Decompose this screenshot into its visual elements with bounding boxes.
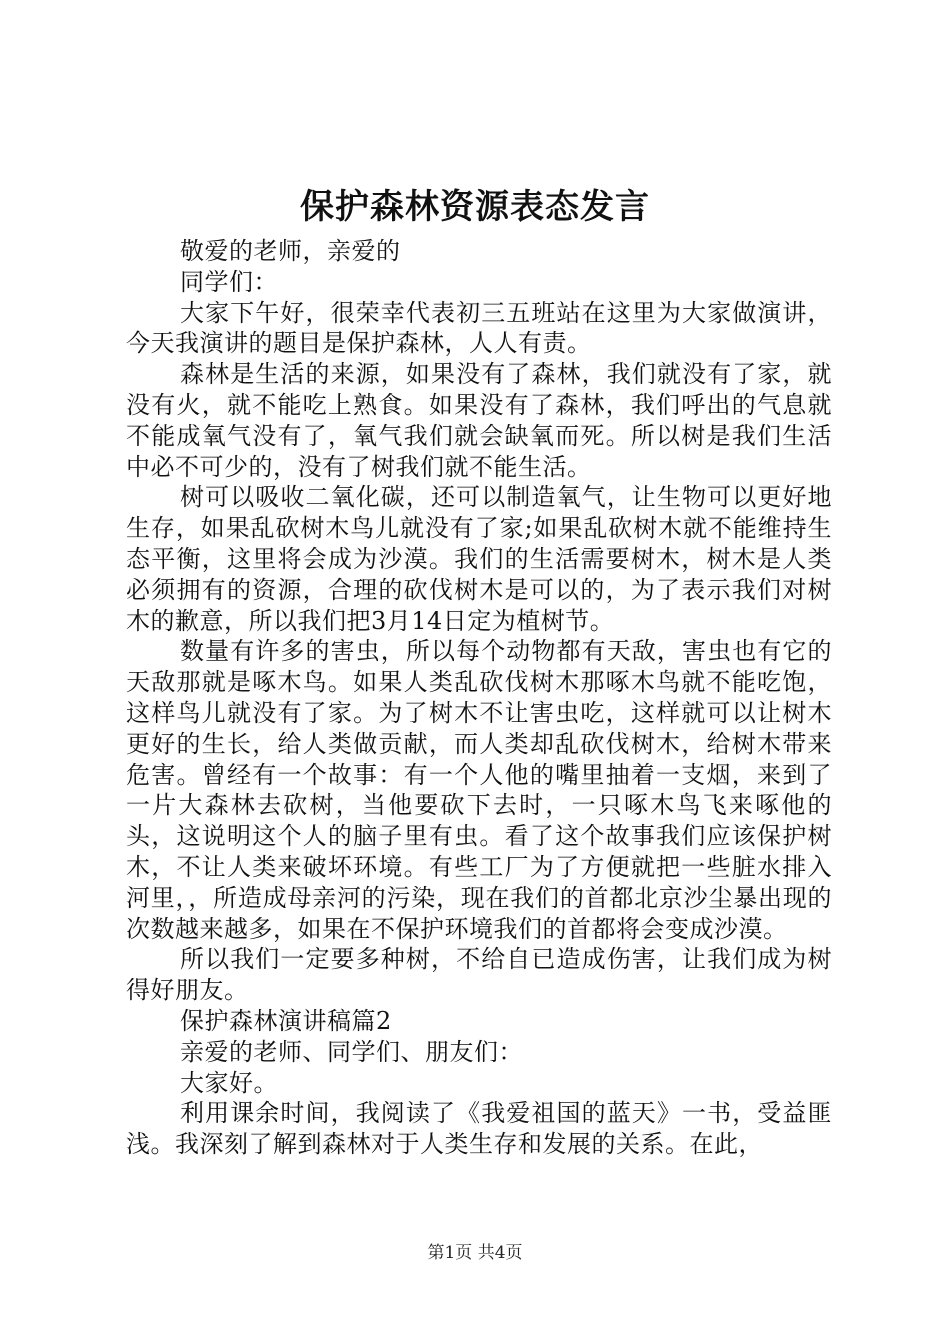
paragraph-greeting-2: 同学们： — [180, 267, 278, 296]
paragraph-reading: 利用课余时间，我阅读了《我爱祖国的蓝天》一书，受益匪浅。我深刻了解到森林对于人类生存和发展的关系。在此， — [126, 1099, 832, 1159]
paragraph-section-heading: 保护森林演讲稿篇2 — [180, 1006, 392, 1035]
document-title: 保护森林资源表态发言 — [300, 187, 650, 227]
page-footer: 第1页 共4页 — [427, 1243, 523, 1263]
paragraph-forest-source: 森林是生活的来源，如果没有了森林，我们就没有了家，就没有火，就不能吃上熟食。如果没有了森林，我们呼出的气息就不能成氧气没有了，氧气我们就会缺氧而死。所以树是我们生活中必不可少的，没有了树我们就不能生活。 — [126, 360, 832, 481]
document-body — [126, 236, 832, 1160]
paragraph-greeting-1: 敬爱的老师，亲爱的 — [180, 237, 401, 265]
paragraph-conclusion: 所以我们一定要多种树，不给自已造成伤害，让我们成为树得好朋友。 — [126, 945, 832, 1005]
paragraph-trees-oxygen: 树可以吸收二氧化碳，还可以制造氧气，让生物可以更好地生存，如果乱砍树木鸟儿就没有了家;如果乱砍树木就不能维持生态平衡，这里将会成为沙漠。我们的生活需要树木，树木是人类必须拥有的资源，合理的砍伐树木是可以的，为了表示我们对树木的歉意，所以我们把3月14日定为植树节。 — [126, 483, 832, 635]
paragraph-greeting-3: 亲爱的老师、同学们、朋友们： — [180, 1037, 523, 1066]
paragraph-intro: 大家下午好，很荣幸代表初三五班站在这里为大家做演讲，今天我演讲的题目是保护森林，人人有责。 — [126, 298, 832, 358]
paragraph-hello: 大家好。 — [180, 1068, 278, 1097]
paragraph-pests-woodpecker: 数量有许多的害虫，所以每个动物都有天敌，害虫也有它的天敌那就是啄木鸟。如果人类乱砍伐树木那啄木鸟就不能吃饱，这样鸟儿就没有了家。为了树木不让害虫吃，这样就可以让树木更好的生长，给人类做贡献，而人类却乱砍伐树木，给树木带来危害。曾经有一个故事：有一个人他的嘴里抽着一支烟，来到了一片大森林去砍树，当他要砍下去时，一只啄木鸟飞来啄他的头，这说明这个人的脑子里有虫。看了这个故事我们应该保护树木，不让人类来破坏环境。有些工厂为了方便就把一些脏水排入河里，，所造成母亲河的污染，现在我们的首都北京沙尘暴出现的次数越来越多，如果在不保护环境我们的首都将会变成沙漠。 — [126, 637, 832, 943]
